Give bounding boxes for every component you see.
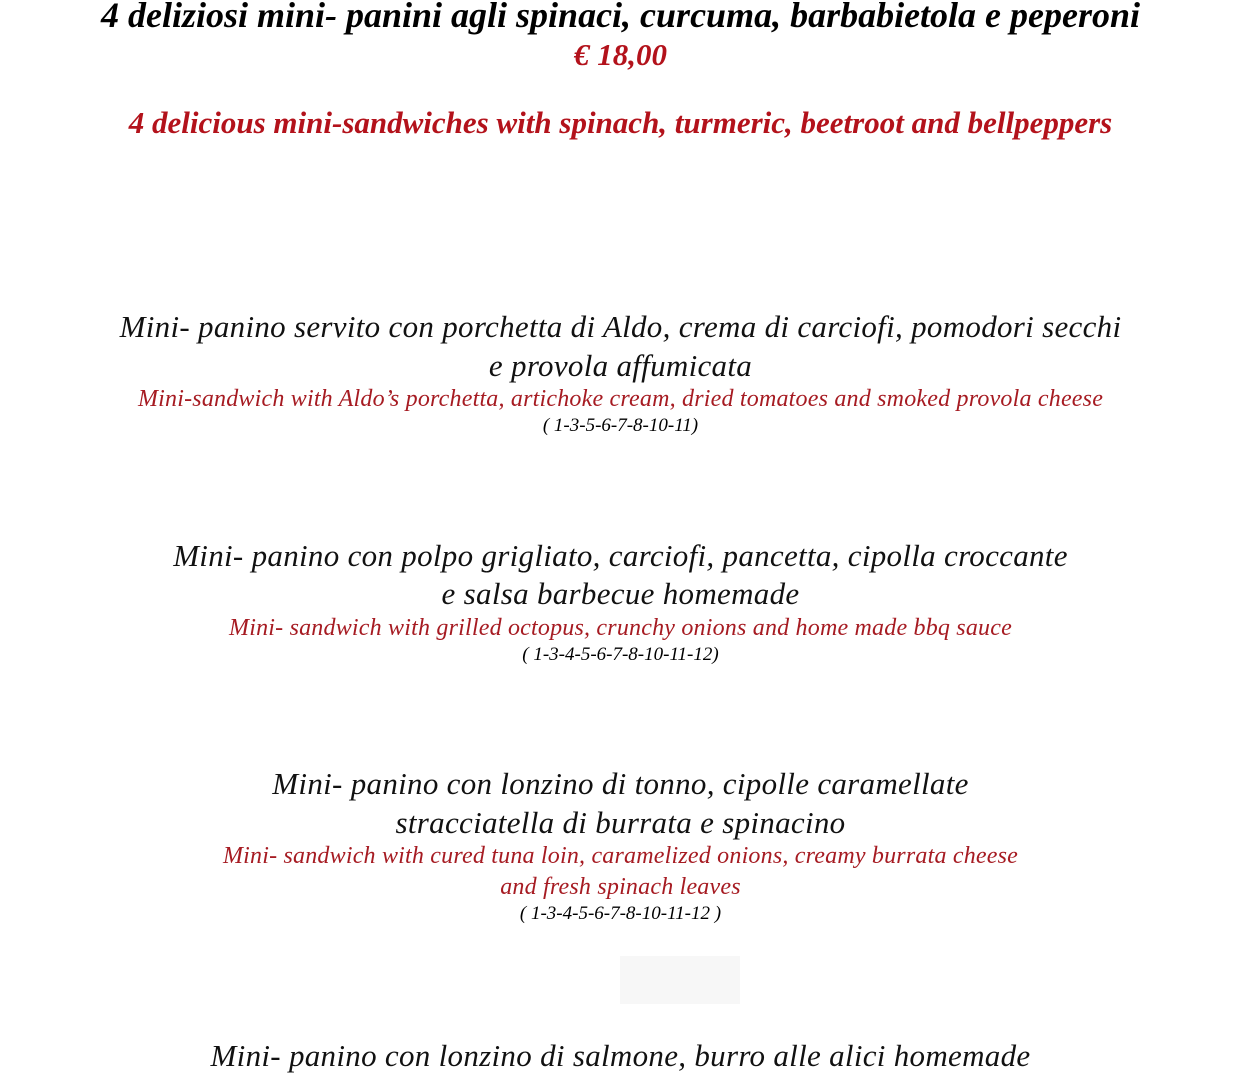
item-italian-line: Mini- panino con polpo grigliato, carciofi, pancetta, cipolla croccante bbox=[173, 538, 1068, 573]
menu-title-italian: 4 deliziosi mini- panini agli spinaci, curcuma, barbabietola e peperoni bbox=[100, 0, 1141, 35]
item-allergens: ( 1-3-4-5-6-7-8-10-11-12 ) bbox=[519, 903, 722, 924]
item-allergens: ( 1-3-4-5-6-7-8-10-11-12) bbox=[522, 644, 719, 665]
item-allergens: ( 1-3-5-6-7-8-10-11) bbox=[542, 415, 699, 436]
menu-price: € 18,00 bbox=[574, 37, 667, 72]
item-italian-line: Mini- panino con lonzino di salmone, burro alle alici homemade bbox=[210, 1038, 1031, 1073]
item-english-line: Mini- sandwich with grilled octopus, crunchy onions and home made bbq sauce bbox=[229, 615, 1012, 641]
menu-title-english: 4 delicious mini-sandwiches with spinach, turmeric, beetroot and bellpeppers bbox=[128, 105, 1113, 140]
item-italian-line: e salsa barbecue homemade bbox=[441, 576, 800, 611]
blank-image-block bbox=[620, 956, 740, 1004]
item-english-line: and fresh spinach leaves bbox=[500, 874, 741, 900]
item-italian-line: stracciatella di burrata e spinacino bbox=[395, 805, 846, 840]
item-english-line: Mini-sandwich with Aldo’s porchetta, artichoke cream, dried tomatoes and smoked provola cheese bbox=[137, 386, 1104, 412]
item-italian-line: Mini- panino servito con porchetta di Aldo, crema di carciofi, pomodori secchi bbox=[119, 309, 1122, 344]
item-italian-line: Mini- panino con lonzino di tonno, cipolle caramellate bbox=[272, 766, 969, 801]
item-english-line: Mini- sandwich with cured tuna loin, caramelized onions, creamy burrata cheese bbox=[222, 843, 1019, 869]
item-italian-line: e provola affumicata bbox=[488, 348, 753, 383]
